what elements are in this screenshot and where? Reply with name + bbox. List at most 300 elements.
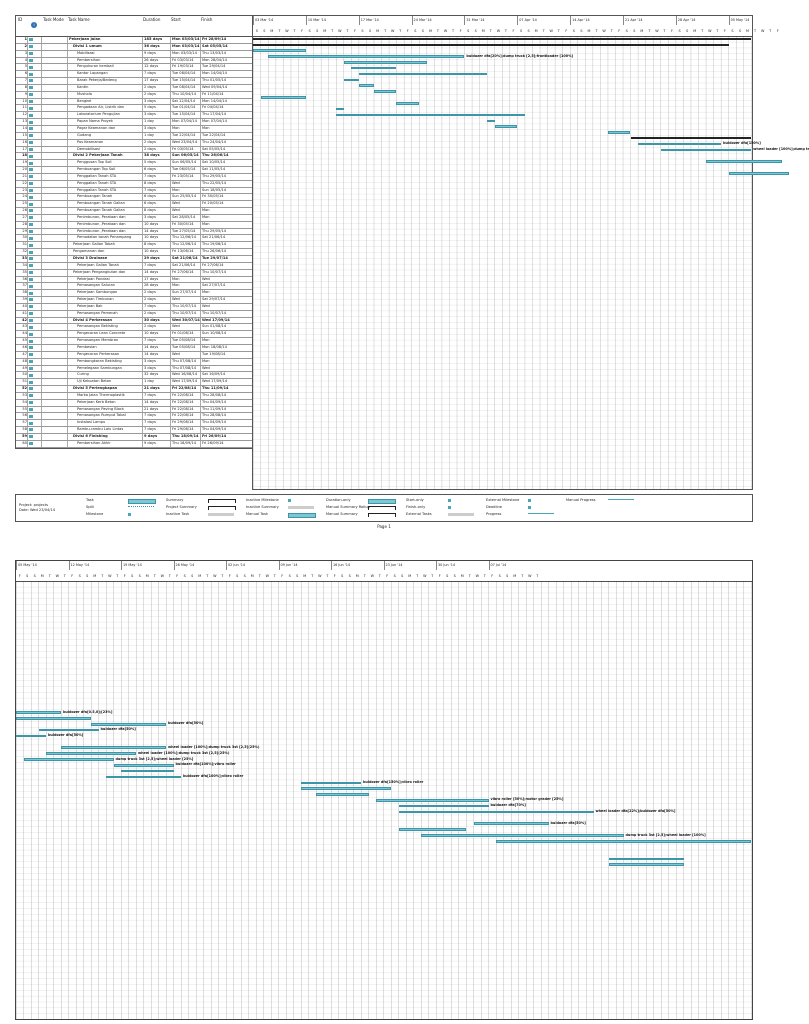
- task-mode-cell[interactable]: [41, 160, 68, 166]
- table-row[interactable]: [16, 249, 252, 256]
- task-mode-cell[interactable]: [41, 379, 68, 385]
- task-mode-cell[interactable]: [41, 112, 68, 118]
- table-row[interactable]: [16, 270, 252, 277]
- task-duration[interactable]: 9 days: [142, 51, 170, 57]
- gantt-chart-2[interactable]: [16, 561, 752, 1019]
- task-finish[interactable]: Thu 10/07/14: [200, 270, 253, 276]
- task-name[interactable]: Divisi 4 Perkerasan: [67, 318, 148, 324]
- task-name[interactable]: Pemasangan Membran: [67, 338, 152, 344]
- task-start[interactable]: Wed 17/09/14: [170, 379, 200, 385]
- task-mode-cell[interactable]: [41, 140, 68, 146]
- task-finish[interactable]: Sat 10/05/14: [200, 160, 253, 166]
- table-row[interactable]: [16, 112, 252, 119]
- table-row[interactable]: [16, 174, 252, 181]
- task-start[interactable]: Mon 03/03/14: [172, 37, 200, 41]
- task-mode-cell[interactable]: [41, 413, 68, 419]
- task-start[interactable]: Fri 22/08/14: [170, 407, 200, 413]
- task-bar[interactable]: [261, 96, 306, 99]
- task-name[interactable]: Pemasangan Pemecah: [67, 311, 152, 317]
- task-bar[interactable]: [608, 131, 631, 134]
- task-bar[interactable]: [301, 787, 391, 790]
- task-bar[interactable]: [359, 84, 374, 87]
- task-mode-cell[interactable]: [41, 324, 68, 330]
- task-start[interactable]: Thu 10/07/14: [170, 304, 200, 310]
- task-name[interactable]: Pemasangan Bekisting: [67, 324, 152, 330]
- task-start[interactable]: Fri 19/03/14: [170, 64, 200, 70]
- table-row[interactable]: [16, 242, 252, 249]
- table-row[interactable]: [16, 44, 252, 51]
- task-name[interactable]: Divisi 5 Perlengkapan: [67, 386, 148, 392]
- task-name[interactable]: Pembersihan: [67, 58, 152, 64]
- task-duration[interactable]: 5 days: [142, 105, 170, 111]
- table-row[interactable]: [16, 359, 252, 366]
- task-bar[interactable]: [16, 717, 91, 720]
- table-row[interactable]: [16, 78, 252, 85]
- table-row[interactable]: [16, 85, 252, 92]
- task-start[interactable]: Fri 22/08/14: [170, 386, 200, 392]
- task-start[interactable]: Wed: [170, 297, 200, 303]
- task-duration[interactable]: 3 days: [142, 126, 170, 132]
- task-bar[interactable]: [399, 811, 594, 814]
- task-finish[interactable]: Thu 26/06/14: [200, 249, 253, 255]
- task-finish[interactable]: Thu 01/05/14: [200, 78, 253, 84]
- task-name[interactable]: Mobilisasi: [67, 51, 152, 57]
- task-duration[interactable]: 7 days: [142, 304, 170, 310]
- task-mode-cell[interactable]: [41, 283, 68, 289]
- task-start[interactable]: Fri 22/08/14: [170, 400, 200, 406]
- task-start[interactable]: Tue 08/04/14: [170, 85, 200, 91]
- task-mode-cell[interactable]: [41, 263, 68, 269]
- table-row[interactable]: [16, 140, 252, 147]
- task-mode-cell[interactable]: [41, 242, 68, 248]
- table-row[interactable]: [16, 324, 252, 331]
- task-duration[interactable]: 2 days: [142, 92, 170, 98]
- table-row[interactable]: [16, 153, 252, 160]
- task-name[interactable]: Laboratorium Pengujian: [67, 112, 152, 118]
- task-finish[interactable]: Thu 04/09/14: [200, 400, 253, 406]
- task-finish[interactable]: Fri 04/04/14: [200, 105, 253, 111]
- task-mode-cell[interactable]: [41, 352, 68, 358]
- task-duration[interactable]: 36 days: [142, 44, 170, 50]
- task-finish[interactable]: Sat 21/06/14: [200, 235, 253, 241]
- table-row[interactable]: [16, 304, 252, 311]
- task-duration[interactable]: 6 days: [142, 194, 170, 200]
- task-finish[interactable]: Fri 20/05/14: [200, 201, 253, 207]
- task-duration[interactable]: 10 days: [142, 222, 170, 228]
- task-bar[interactable]: [421, 834, 624, 837]
- header-start[interactable]: Start: [171, 17, 181, 22]
- task-duration[interactable]: 1 day: [142, 119, 170, 125]
- task-mode-cell[interactable]: [41, 331, 68, 337]
- task-duration[interactable]: 7 days: [142, 71, 170, 77]
- summary-bar[interactable]: [253, 38, 751, 40]
- table-row[interactable]: [16, 283, 252, 290]
- task-duration[interactable]: 1 day: [142, 379, 170, 385]
- table-row[interactable]: [16, 427, 252, 434]
- summary-bar[interactable]: [253, 44, 729, 46]
- task-mode-cell[interactable]: [41, 434, 68, 440]
- task-duration[interactable]: 14 days: [142, 229, 170, 235]
- task-start[interactable]: Tue 01/04/14: [170, 105, 200, 111]
- task-name[interactable]: Pembongkaran Bekisting: [67, 359, 152, 365]
- task-start[interactable]: Wed: [170, 201, 200, 207]
- task-mode-cell[interactable]: [41, 92, 68, 98]
- task-mode-cell[interactable]: [41, 407, 68, 413]
- task-duration[interactable]: 3 days: [142, 99, 170, 105]
- task-duration[interactable]: 12 days: [142, 64, 170, 70]
- task-start[interactable]: Thu 07/08/14: [170, 359, 200, 365]
- task-duration[interactable]: 7 days: [142, 174, 170, 180]
- task-mode-cell[interactable]: [41, 174, 68, 180]
- task-duration[interactable]: 2 days: [142, 324, 170, 330]
- task-duration[interactable]: 8 days: [142, 242, 170, 248]
- task-mode-cell[interactable]: [41, 58, 68, 64]
- info-icon[interactable]: i: [31, 22, 37, 28]
- task-duration[interactable]: 8 days: [142, 208, 170, 214]
- task-bar[interactable]: [399, 805, 489, 808]
- task-name[interactable]: Pekerjaan Timbunan: [67, 297, 152, 303]
- task-duration[interactable]: 14 days: [142, 352, 170, 358]
- task-name[interactable]: Pengecoran Lean Concrete: [67, 331, 152, 337]
- task-start[interactable]: Wed 23/04/14: [170, 140, 200, 146]
- task-duration[interactable]: 10 days: [142, 331, 170, 337]
- task-name[interactable]: Penggalian Tanah STA: [67, 174, 152, 180]
- task-start[interactable]: Wed: [170, 324, 200, 330]
- task-bar[interactable]: [374, 90, 397, 93]
- table-row[interactable]: [16, 188, 252, 195]
- table-row[interactable]: [16, 208, 252, 215]
- task-start[interactable]: Tue 06/05/14: [170, 167, 200, 173]
- task-start[interactable]: Sun 06/05/14: [170, 160, 200, 166]
- table-row[interactable]: [16, 126, 252, 133]
- task-bar[interactable]: [268, 55, 464, 58]
- header-task-name[interactable]: Task Name: [68, 17, 90, 22]
- task-name[interactable]: Divisi 2 Pekerjaan Tanah: [67, 153, 148, 159]
- table-row[interactable]: [16, 133, 252, 140]
- task-duration[interactable]: 17 days: [142, 277, 170, 283]
- task-mode-cell[interactable]: [41, 78, 68, 84]
- task-duration[interactable]: 2 days: [142, 311, 170, 317]
- task-duration[interactable]: 30 days: [142, 318, 170, 324]
- task-mode-cell[interactable]: [41, 126, 68, 132]
- task-name[interactable]: Instalasi Lampu: [67, 420, 152, 426]
- task-mode-cell[interactable]: [41, 167, 68, 173]
- task-finish[interactable]: Mon: [200, 126, 253, 132]
- task-finish[interactable]: Mon 07/04/14: [200, 119, 253, 125]
- task-duration[interactable]: 3 days: [142, 112, 170, 118]
- task-mode-cell[interactable]: [41, 51, 68, 57]
- task-finish[interactable]: Thu 28/08/14: [200, 393, 253, 399]
- task-duration[interactable]: 21 days: [142, 386, 170, 392]
- task-name[interactable]: Pembuangan Top Soil: [67, 167, 152, 173]
- task-duration[interactable]: 10 days: [142, 235, 170, 241]
- task-duration[interactable]: 8 days: [142, 181, 170, 187]
- table-row[interactable]: [16, 37, 252, 44]
- task-finish[interactable]: Thu 26/06/14: [200, 153, 253, 159]
- table-row[interactable]: [16, 229, 252, 236]
- task-bar[interactable]: [16, 735, 46, 738]
- task-name[interactable]: Pemasangan Rumput Tabal: [67, 413, 152, 419]
- task-mode-cell[interactable]: [41, 311, 68, 317]
- task-mode-cell[interactable]: [41, 372, 68, 378]
- task-finish[interactable]: Mon: [200, 215, 253, 221]
- task-duration[interactable]: 14 days: [142, 345, 170, 351]
- header-task-mode[interactable]: Task Mode: [43, 17, 64, 22]
- task-name[interactable]: Pemasangan Paving Block: [67, 407, 152, 413]
- task-mode-cell[interactable]: [41, 420, 68, 426]
- task-finish[interactable]: Sun 01/08/14: [200, 324, 253, 330]
- table-row[interactable]: [16, 372, 252, 379]
- task-duration[interactable]: 7 days: [142, 420, 170, 426]
- task-finish[interactable]: Mon: [200, 359, 253, 365]
- task-finish[interactable]: Wed 17/09/14: [200, 379, 253, 385]
- task-name[interactable]: Pekerjaan Pondasi: [67, 277, 152, 283]
- task-finish[interactable]: Sat 05/05/14: [200, 44, 253, 50]
- gantt-chart-1[interactable]: [252, 15, 809, 490]
- task-start[interactable]: Mon: [170, 277, 200, 283]
- task-start[interactable]: Thu 10/07/14: [170, 311, 200, 317]
- table-row[interactable]: [16, 119, 252, 126]
- task-start[interactable]: Fri 29/08/14: [170, 427, 200, 433]
- task-mode-cell[interactable]: [41, 208, 68, 214]
- task-start[interactable]: Tue 08/04/14: [170, 71, 200, 77]
- task-finish[interactable]: Thu 11/09/14: [200, 407, 253, 413]
- task-start[interactable]: Thu 10/04/14: [170, 92, 200, 98]
- task-name[interactable]: Barak Pekerja/Bedeng: [67, 78, 152, 84]
- task-start[interactable]: Thu 12/06/14: [170, 242, 200, 248]
- header-duration[interactable]: Duration: [143, 17, 161, 22]
- table-row[interactable]: [16, 160, 252, 167]
- task-duration[interactable]: 2 days: [142, 290, 170, 296]
- task-mode-cell[interactable]: [41, 256, 68, 262]
- task-bar[interactable]: [729, 172, 789, 175]
- task-mode-cell[interactable]: [41, 249, 68, 255]
- task-start[interactable]: Fri 01/08/14: [170, 331, 200, 337]
- task-duration[interactable]: 14 days: [142, 400, 170, 406]
- task-start[interactable]: Mon 03/03/14: [170, 51, 200, 57]
- task-bar[interactable]: [474, 822, 549, 825]
- table-row[interactable]: [16, 352, 252, 359]
- table-row[interactable]: [16, 400, 252, 407]
- task-duration[interactable]: 5 days: [142, 160, 170, 166]
- task-finish[interactable]: Mon 14/04/14: [200, 99, 253, 105]
- task-duration[interactable]: 3 days: [142, 215, 170, 221]
- task-mode-cell[interactable]: [41, 359, 68, 365]
- task-name[interactable]: Kantor Lapangan: [67, 71, 152, 77]
- task-start[interactable]: Fri 03/03/14: [170, 58, 200, 64]
- task-duration[interactable]: 7 days: [142, 393, 170, 399]
- task-name[interactable]: Kantin: [67, 85, 152, 91]
- table-row[interactable]: [16, 318, 252, 325]
- table-row[interactable]: [16, 167, 252, 174]
- task-bar[interactable]: [106, 776, 181, 779]
- task-finish[interactable]: Sat 05/05/14: [200, 147, 253, 153]
- task-name[interactable]: Divisi 6 Finishing: [67, 434, 148, 440]
- task-name[interactable]: Pemasangan Saluran: [67, 283, 152, 289]
- task-duration[interactable]: 3 days: [142, 366, 170, 372]
- task-finish[interactable]: Sat 27/07/14: [200, 283, 253, 289]
- task-name[interactable]: Pengadaan Air, Listrik dan: [67, 105, 152, 111]
- task-bar[interactable]: [351, 67, 396, 70]
- task-bar[interactable]: [396, 102, 419, 105]
- table-row[interactable]: [16, 393, 252, 400]
- task-bar[interactable]: [496, 840, 751, 843]
- task-finish[interactable]: Fri 27/06/14: [200, 263, 253, 269]
- table-row[interactable]: [16, 379, 252, 386]
- task-mode-cell[interactable]: [41, 345, 68, 351]
- task-mode-cell[interactable]: [41, 147, 68, 153]
- task-duration[interactable]: 7 days: [142, 427, 170, 433]
- table-row[interactable]: [16, 338, 252, 345]
- task-mode-cell[interactable]: [41, 366, 68, 372]
- table-row[interactable]: [16, 277, 252, 284]
- task-name[interactable]: Pembersihan Akhir: [67, 441, 152, 447]
- task-start[interactable]: Fri 29/08/14: [170, 420, 200, 426]
- task-name[interactable]: Penimbunan ,Perataan dan: [67, 229, 152, 235]
- task-start[interactable]: Sat 12/04/14: [170, 99, 200, 105]
- task-name[interactable]: Pos Keamanan: [67, 140, 152, 146]
- table-row[interactable]: [16, 366, 252, 373]
- task-start[interactable]: Tue 15/04/14: [170, 78, 200, 84]
- task-bar[interactable]: [638, 143, 721, 146]
- task-bar[interactable]: [609, 858, 684, 861]
- task-name[interactable]: Penimbunan ,Perataan dan: [67, 222, 152, 228]
- task-finish[interactable]: Fri 28/09/14: [200, 37, 253, 43]
- task-mode-cell[interactable]: [41, 215, 68, 221]
- task-finish[interactable]: Mon 14/04/14: [200, 71, 253, 77]
- task-start[interactable]: Thu 07/08/14: [170, 366, 200, 372]
- task-bar[interactable]: [399, 828, 467, 831]
- task-duration[interactable]: 6 days: [142, 167, 170, 173]
- task-bar[interactable]: [336, 114, 525, 117]
- table-row[interactable]: [16, 263, 252, 270]
- task-bar[interactable]: [114, 764, 174, 767]
- table-row[interactable]: [16, 92, 252, 99]
- task-start[interactable]: Thu 18/09/14: [170, 441, 200, 447]
- table-row[interactable]: [16, 420, 252, 427]
- task-finish[interactable]: Thu 24/04/14: [200, 140, 253, 146]
- task-start[interactable]: Sat 28/05/14: [170, 215, 200, 221]
- task-start[interactable]: Wed: [170, 181, 200, 187]
- task-mode-cell[interactable]: [41, 201, 68, 207]
- task-start[interactable]: Sun 25/05/14: [170, 194, 200, 200]
- task-duration[interactable]: 26 days: [142, 58, 170, 64]
- task-duration[interactable]: 9 days: [142, 434, 170, 440]
- task-finish[interactable]: Thu 22/05/14: [200, 181, 253, 187]
- task-name[interactable]: Divisi 1 umum: [67, 44, 148, 50]
- task-start[interactable]: Fri 27/06/14: [170, 270, 200, 276]
- task-name[interactable]: Penimbunan, Perataan dan: [67, 215, 152, 221]
- task-bar[interactable]: [316, 793, 369, 796]
- task-start[interactable]: Tue 05/08/14: [170, 338, 200, 344]
- task-duration[interactable]: 2 days: [142, 85, 170, 91]
- table-row[interactable]: [16, 99, 252, 106]
- task-finish[interactable]: Thu 29/05/14: [200, 174, 253, 180]
- table-row[interactable]: [16, 256, 252, 263]
- task-name[interactable]: Penggalian Tanah STA: [67, 188, 152, 194]
- task-mode-cell[interactable]: [41, 188, 68, 194]
- task-bar[interactable]: [39, 729, 99, 732]
- task-finish[interactable]: Sun 10/08/14: [200, 331, 253, 337]
- task-name[interactable]: Pengecoran Perkerasan: [67, 352, 152, 358]
- task-name[interactable]: Rambu-rambu Lalu Lintas: [67, 427, 152, 433]
- task-bar[interactable]: [487, 120, 495, 123]
- task-bar[interactable]: [91, 723, 166, 726]
- task-name[interactable]: Penggusan Top Soil: [67, 160, 152, 166]
- task-name[interactable]: Pekerjaan Sambungan: [67, 290, 152, 296]
- task-start[interactable]: Wed: [170, 208, 200, 214]
- task-finish[interactable]: Thu 13/03/14: [200, 51, 253, 57]
- task-duration[interactable]: 29 days: [142, 256, 170, 262]
- task-mode-cell[interactable]: [41, 133, 68, 139]
- task-mode-cell[interactable]: [41, 400, 68, 406]
- task-bar[interactable]: [359, 73, 487, 76]
- task-start[interactable]: Wed 16/08/14: [170, 372, 200, 378]
- task-start[interactable]: Tue 27/05/14: [170, 229, 200, 235]
- task-finish[interactable]: Wed 09/04/14: [200, 85, 253, 91]
- task-start[interactable]: Wed: [170, 352, 200, 358]
- task-start[interactable]: Tue 05/08/14: [170, 345, 200, 351]
- task-name[interactable]: Pagar Keamanan dan: [67, 126, 152, 132]
- task-finish[interactable]: Tue 22/04/14: [200, 133, 253, 139]
- task-name[interactable]: Pekerjaan Bak: [67, 304, 152, 310]
- task-finish[interactable]: Wed 17/09/14: [200, 318, 253, 324]
- task-duration[interactable]: 32 days: [142, 372, 170, 378]
- table-row[interactable]: [16, 64, 252, 71]
- task-mode-cell[interactable]: [41, 105, 68, 111]
- table-row[interactable]: [16, 147, 252, 154]
- task-start[interactable]: Fri 22/08/14: [170, 393, 200, 399]
- task-bar[interactable]: [61, 746, 166, 749]
- task-finish[interactable]: Thu 19/06/14: [200, 242, 253, 248]
- task-mode-cell[interactable]: [41, 229, 68, 235]
- task-duration[interactable]: 2 days: [142, 147, 170, 153]
- task-bar[interactable]: [495, 125, 518, 128]
- task-name[interactable]: Penggalian Tanah STA: [67, 181, 152, 187]
- task-duration[interactable]: 6 days: [142, 201, 170, 207]
- task-duration[interactable]: 7 days: [142, 263, 170, 269]
- task-finish[interactable]: Thu 11/09/14: [200, 386, 253, 392]
- task-finish[interactable]: Fri 26/09/14: [200, 441, 253, 447]
- task-finish[interactable]: Sat 16/09/14: [200, 372, 253, 378]
- task-mode-cell[interactable]: [41, 338, 68, 344]
- task-bar[interactable]: [609, 863, 684, 866]
- task-start[interactable]: Fri 13/06/14: [170, 249, 200, 255]
- table-row[interactable]: [16, 105, 252, 112]
- task-start[interactable]: Sat 21/06/14: [170, 256, 200, 262]
- task-finish[interactable]: Mon: [200, 208, 253, 214]
- task-mode-cell[interactable]: [41, 119, 68, 125]
- task-duration[interactable]: 9 days: [142, 441, 170, 447]
- task-duration[interactable]: 10 days: [142, 249, 170, 255]
- task-finish[interactable]: Thu 04/09/14: [200, 420, 253, 426]
- task-mode-cell[interactable]: [41, 270, 68, 276]
- header-id[interactable]: ID: [18, 17, 23, 22]
- task-name[interactable]: Demobilisasi: [67, 147, 152, 153]
- task-finish[interactable]: Sun 18/05/14: [200, 188, 253, 194]
- task-mode-cell[interactable]: [41, 318, 68, 324]
- table-row[interactable]: [16, 194, 252, 201]
- task-mode-cell[interactable]: [41, 386, 68, 392]
- header-finish[interactable]: Finish: [201, 17, 213, 22]
- table-row[interactable]: [16, 331, 252, 338]
- task-bar[interactable]: [121, 770, 174, 773]
- task-finish[interactable]: Wed: [200, 366, 253, 372]
- task-start[interactable]: Fri 30/05/14: [170, 222, 200, 228]
- task-mode-cell[interactable]: [41, 71, 68, 77]
- task-start[interactable]: Sat 21/06/14: [170, 263, 200, 269]
- task-bar[interactable]: [661, 149, 752, 152]
